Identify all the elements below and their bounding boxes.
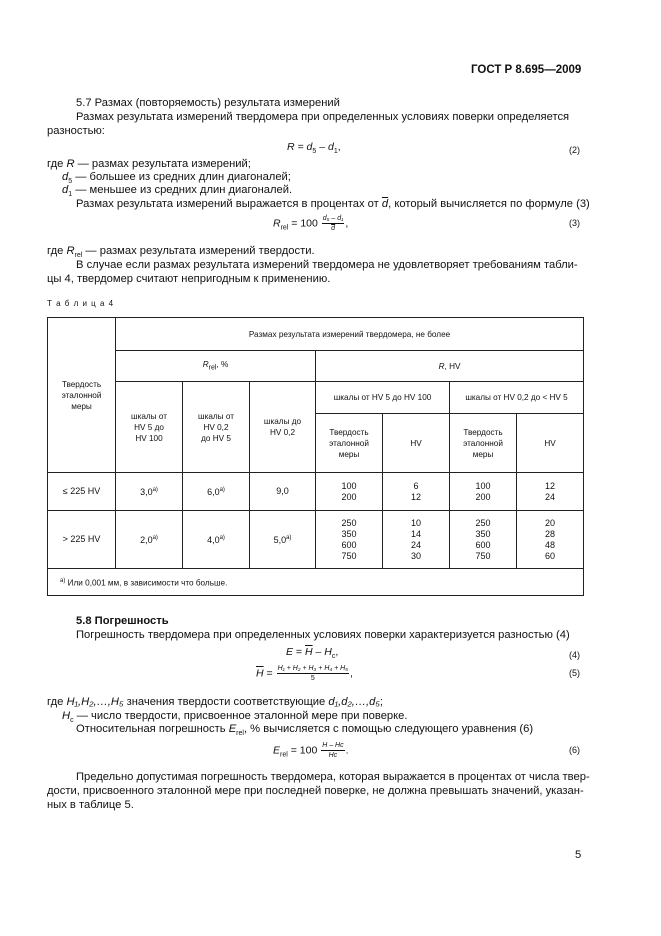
table-header-scale-hv5-hv100: шкалы от HV 5 до HV 100 xyxy=(316,382,450,414)
table-header-scale-02-5: шкалы от HV 0,2 до HV 5 xyxy=(183,382,250,473)
table-header-hv-2: HV xyxy=(517,414,584,473)
paragraph-5-7-note-1: В случае если размах результата измерений твердомера не удовлетворяет требованиям табли- xyxy=(76,259,578,271)
equation-5: $\overline{H}$ = $\frac{\text{H₁ + H₂ + H₃ + H₄ + H₅}}{5}$ , xyxy=(256,665,353,682)
paragraph-5-8-limit-2: дости, присвоенного эталонной мере при последней поверке, не должна превышать значений, указан- xyxy=(47,785,584,797)
where-d1: $d_1$ — меньшее из средних длин диагоналей. xyxy=(62,184,293,199)
cell-rrel-3: 5,0$^{a)}$ xyxy=(250,511,316,569)
equation-3-number: (3) xyxy=(569,218,580,228)
equation-6-number: (6) xyxy=(569,745,580,755)
cell-rrel-2: 6,0$^{a)}$ xyxy=(183,473,250,511)
cell-rrel-2: 4,0$^{a)}$ xyxy=(183,511,250,569)
table-header-hv-1: HV xyxy=(383,414,450,473)
equation-4-number: (4) xyxy=(569,650,580,660)
equation-5-number: (5) xyxy=(569,668,580,678)
page-number: 5 xyxy=(575,849,582,861)
table-header-rhv: R, HV xyxy=(316,351,584,382)
table-header-rrel: $R_{rel}$, % xyxy=(116,351,316,382)
table-4-caption: Т а б л и ц а 4 xyxy=(47,299,115,308)
section-5-8-title: 5.8 Погрешность xyxy=(76,615,169,627)
where-rrel: где $R_{rel}$ — размах результата измерений твердости. xyxy=(47,245,315,260)
section-5-7-title: 5.7 Размах (повторяемость) результата измерений xyxy=(76,97,340,109)
equation-2: $R = d_5 - d_1$, xyxy=(287,141,341,156)
table-4-footnote: $^{a)}$ Или 0,001 мм, в зависимости что больше. xyxy=(48,569,584,596)
paragraph-5-7-note-2: цы 4, твердомер считают непригодным к применению. xyxy=(47,273,331,285)
equation-3: $R_{rel} = 100$ $\frac{\text{d₅ – d₁}}{d}$ , xyxy=(273,215,349,232)
where-r: где R — размах результата измерений; xyxy=(47,158,251,170)
equation-4: $E = \overline{H} - H_c$, xyxy=(286,646,339,661)
table-header-scale-5-100: шкалы от HV 5 до HV 100 xyxy=(116,382,183,473)
cell-hv-1: 10 14 24 30 xyxy=(383,511,450,569)
table-header-tm-2: Твердость эталонной меры xyxy=(450,414,517,473)
equation-2-number: (2) xyxy=(569,145,580,155)
table-header-reference-hardness: Твердость эталонной меры xyxy=(48,318,116,473)
cell-rrel-1: 3,0$^{a)}$ xyxy=(116,473,183,511)
cell-hv-2: 20 28 48 60 xyxy=(517,511,584,569)
document-header: ГОСТ Р 8.695—2009 xyxy=(471,64,582,76)
paragraph-5-7-percent: Размах результата измерений выражается в процентах от $\overline{d}$, который вычисляется по формуле (3) xyxy=(76,198,590,210)
table-row xyxy=(48,511,584,569)
where-d5: $d_5$ — большее из средних длин диагоналей; xyxy=(62,171,291,186)
table-header-scale-hv02-hv5: шкалы от HV 0,2 до < HV 5 xyxy=(450,382,584,414)
table-row xyxy=(48,473,584,511)
cell-rrel-3: 9,0 xyxy=(250,473,316,511)
table-4 xyxy=(47,317,584,596)
paragraph-5-8-line-1: Погрешность твердомера при определенных условиях поверки характеризуется разностью (4) xyxy=(76,629,570,641)
cell-tm-1: 100 200 xyxy=(316,473,383,511)
cell-hv-1: 6 12 xyxy=(383,473,450,511)
table-header-range: Размах результата измерений твердомера, не более xyxy=(116,318,584,351)
paragraph-5-8-limit-1: Предельно допустимая погрешность твердомера, которая выражается в процентах от числа твер- xyxy=(76,771,590,783)
where-h: где H₁,H₂,…,H₅ значения твердости соответствующие d₁,d₂,…,d₅; xyxy=(47,696,383,708)
cell-tm-2: 250 350 600 750 xyxy=(450,511,517,569)
table-header-tm-1: Твердость эталонной меры xyxy=(316,414,383,473)
paragraph-5-7-line-1: Размах результата измерений твердомера при определенных условиях поверки определяется xyxy=(76,111,570,123)
row-label: ≤ 225 HV xyxy=(48,473,116,511)
paragraph-5-8-relative: Относительная погрешность $E_{rel}$, % вычисляется с помощью следующего уравнения (6) xyxy=(76,723,534,738)
row-label: > 225 HV xyxy=(48,511,116,569)
where-hc: $H_c$ — число твердости, присвоенное эталонной мере при поверке. xyxy=(62,710,408,725)
paragraph-5-7-line-2: разностью: xyxy=(47,125,105,137)
table-header-scale-to-02: шкалы до HV 0,2 xyxy=(250,382,316,473)
cell-hv-2: 12 24 xyxy=(517,473,584,511)
paragraph-5-8-limit-3: ных в таблице 5. xyxy=(47,799,134,811)
cell-tm-1: 250 350 600 750 xyxy=(316,511,383,569)
cell-rrel-1: 2,0$^{a)}$ xyxy=(116,511,183,569)
equation-6: $E_{rel} = 100$ $\frac{H - Hc}{Hc}$ . xyxy=(273,742,349,759)
cell-tm-2: 100 200 xyxy=(450,473,517,511)
